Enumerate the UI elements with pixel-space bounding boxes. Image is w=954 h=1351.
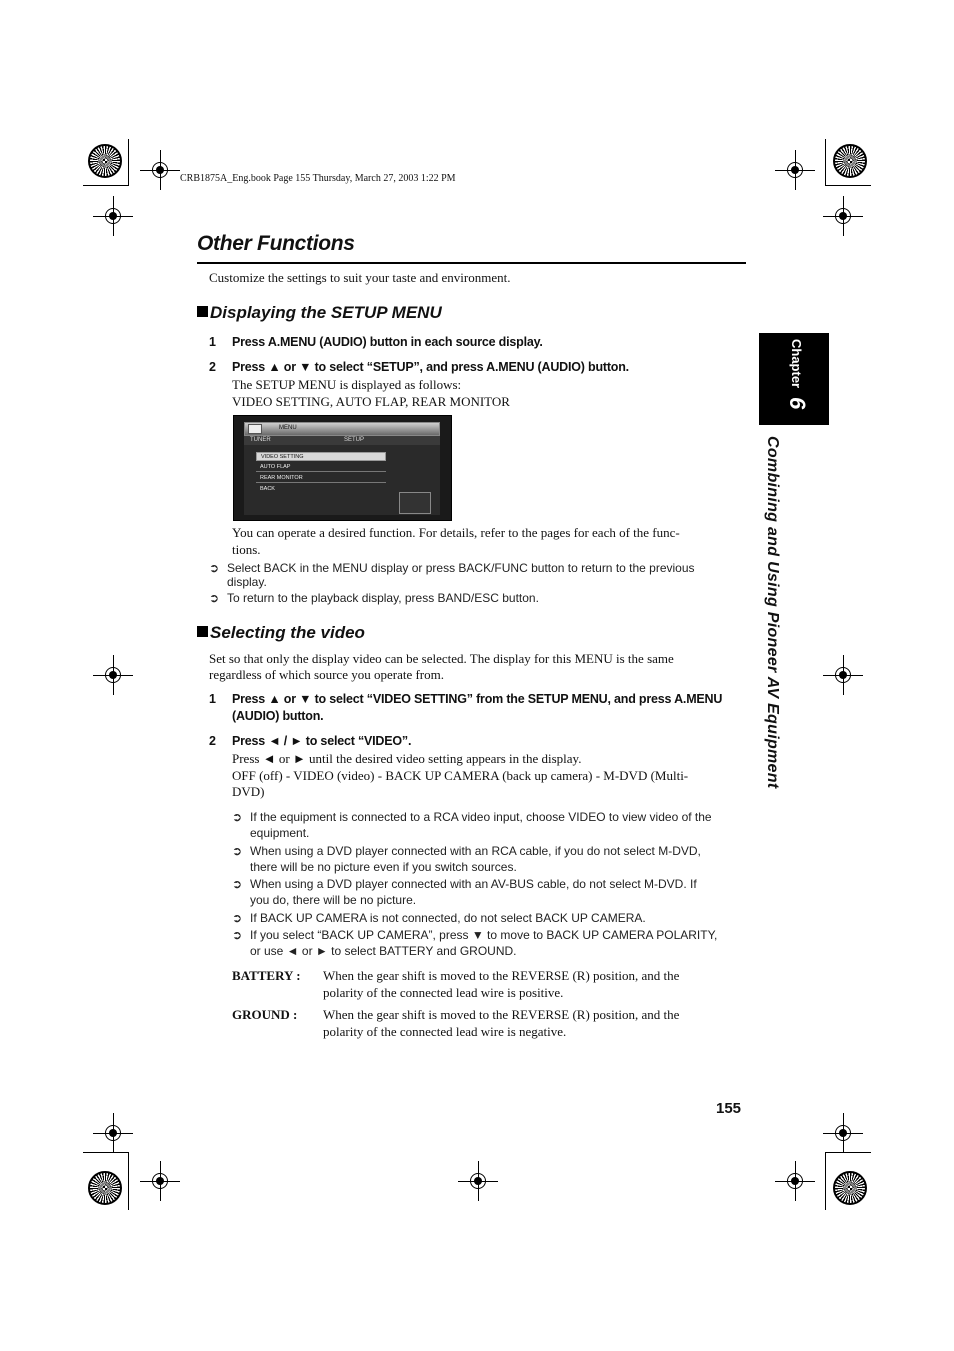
crop-line (825, 1152, 826, 1210)
step-number: 1 (209, 335, 216, 349)
definition-battery (232, 967, 752, 1001)
registration-sun-bottom-right (833, 1171, 867, 1205)
note-arrow-icon: ➲ (232, 844, 243, 858)
chapter-label: Chapter (789, 339, 804, 389)
page-number: 155 (716, 1100, 742, 1117)
intro-text: Customize the settings to suit your taste and environment. (209, 270, 511, 285)
registration-mark (823, 196, 863, 236)
note-text: there will be no picture even if you switch sources. (250, 860, 517, 874)
registration-mark (823, 1113, 863, 1153)
note-2 (209, 590, 749, 607)
section-heading-text: Displaying the SETUP MENU (210, 303, 442, 322)
note-text: If the equipment is connected to a RCA video input, choose VIDEO to view video of the (250, 810, 712, 824)
note-arrow-icon: ➲ (232, 810, 243, 824)
section-2-intro: regardless of which source you operate from. (209, 667, 444, 682)
screen-setup-label: SETUP (344, 437, 365, 443)
screen-top-bar (244, 422, 440, 436)
note-text: equipment. (250, 826, 310, 840)
chapter-tab (759, 333, 829, 425)
definition-desc: polarity of the connected lead wire is negative. (323, 1024, 567, 1039)
note-text: display. (227, 575, 267, 589)
square-bullet-icon (197, 626, 208, 637)
note-item (232, 910, 752, 927)
chapter-number: 6 (785, 397, 810, 410)
step-number: 2 (209, 734, 216, 748)
section-2-intro: Set so that only the display video can be selected. The display for this MENU is the same (209, 651, 674, 666)
definition-desc: polarity of the connected lead wire is positive. (323, 985, 564, 1000)
step-number: 2 (209, 360, 216, 374)
section-heading-selecting-video (197, 623, 365, 643)
screen-menu-label: MENU (279, 425, 297, 431)
section-heading-text: Selecting the video (210, 623, 365, 642)
registration-mark (93, 655, 133, 695)
note-text: you do, there will be no picture. (250, 893, 417, 907)
definition-term: BATTERY : (232, 968, 301, 983)
note-arrow-icon: ➲ (232, 928, 243, 942)
registration-mark (775, 150, 815, 190)
note-item (232, 809, 752, 842)
after-screen-text: tions. (232, 542, 261, 557)
section-heading-setup-menu (197, 303, 442, 323)
screen-item-video-setting: VIDEO SETTING (256, 452, 386, 461)
note-arrow-icon: ➲ (209, 591, 220, 605)
screen-joystick-icon (399, 492, 431, 514)
registration-mark (140, 1161, 180, 1201)
registration-sun-top-right (833, 144, 867, 178)
step-2 (209, 733, 749, 750)
title-rule (197, 262, 746, 264)
note-arrow-icon: ➲ (232, 877, 243, 891)
note-item (232, 843, 752, 876)
definition-ground (232, 1006, 752, 1040)
step-number: 1 (209, 692, 216, 706)
step-2-detail: DVD) (232, 784, 265, 799)
step-text: Press ▲ or ▼ to select “VIDEO SETTING” from the SETUP MENU, and press A.MENU (232, 692, 723, 706)
crop-line (825, 139, 826, 185)
screen-tuner-label: TUNER (250, 437, 271, 443)
step-2-detail: VIDEO SETTING, AUTO FLAP, REAR MONITOR (232, 394, 510, 409)
crop-line (825, 185, 871, 186)
note-text: To return to the playback display, press BAND/ESC button. (227, 591, 539, 605)
registration-mark (140, 150, 180, 190)
registration-sun-bottom-left (88, 1171, 122, 1205)
registration-mark (458, 1161, 498, 1201)
note-item (232, 927, 752, 960)
note-text: Select BACK in the MENU display or press BACK/FUNC button to return to the previous (227, 561, 695, 575)
screen-item-auto-flap: AUTO FLAP (256, 463, 386, 472)
registration-sun-top-left (88, 144, 122, 178)
note-arrow-icon: ➲ (209, 561, 220, 575)
step-text: (AUDIO) button. (232, 709, 324, 723)
step-text: Press ◄ / ► to select “VIDEO”. (232, 734, 412, 748)
square-bullet-icon (197, 306, 208, 317)
note-text: If BACK UP CAMERA is not connected, do not select BACK UP CAMERA. (250, 911, 646, 925)
registration-mark (775, 1161, 815, 1201)
note-text: If you select “BACK UP CAMERA”, press ▼ to move to BACK UP CAMERA POLARITY, (250, 928, 718, 942)
note-item (232, 876, 752, 909)
crop-line (128, 139, 129, 185)
registration-mark (93, 196, 133, 236)
note-text: When using a DVD player connected with an AV-BUS cable, do not select M-DVD. If (250, 877, 697, 891)
screen-item-back: BACK (260, 486, 275, 492)
step-2 (209, 359, 749, 376)
setup-menu-screenshot (233, 415, 452, 521)
note-arrow-icon: ➲ (232, 911, 243, 925)
step-2-detail: OFF (off) - VIDEO (video) - BACK UP CAMERA (back up camera) - M-DVD (Multi- (232, 768, 689, 783)
step-1 (209, 691, 749, 725)
step-text: Press A.MENU (AUDIO) button in each source display. (232, 335, 543, 349)
step-2-detail: Press ◄ or ► until the desired video setting appears in the display. (232, 751, 582, 766)
definition-desc: When the gear shift is moved to the REVERSE (R) position, and the (323, 1007, 680, 1022)
print-header: CRB1875A_Eng.book Page 155 Thursday, March 27, 2003 1:22 PM (180, 173, 456, 184)
registration-mark (823, 655, 863, 695)
note-text: or use ◄ or ► to select BATTERY and GROUND. (250, 944, 517, 958)
after-screen-text: You can operate a desired function. For details, refer to the pages for each of the func- (232, 525, 680, 540)
definition-term: GROUND : (232, 1007, 298, 1022)
page-title: Other Functions (197, 232, 355, 255)
screen-tab-bar (244, 436, 440, 445)
note-1 (209, 560, 749, 593)
step-text: Press ▲ or ▼ to select “SETUP”, and press A.MENU (AUDIO) button. (232, 360, 629, 374)
crop-line (83, 185, 129, 186)
definition-desc: When the gear shift is moved to the REVERSE (R) position, and the (323, 968, 680, 983)
source-icon (248, 424, 262, 434)
crop-line (128, 1152, 129, 1210)
registration-mark (93, 1113, 133, 1153)
step-2-detail: The SETUP MENU is displayed as follows: (232, 377, 462, 392)
chapter-side-title: Combining and Using Pioneer AV Equipment (764, 436, 781, 789)
screen-item-rear-monitor: REAR MONITOR (256, 474, 386, 483)
step-1 (209, 334, 749, 351)
note-text: When using a DVD player connected with an RCA cable, if you do not select M-DVD, (250, 844, 701, 858)
